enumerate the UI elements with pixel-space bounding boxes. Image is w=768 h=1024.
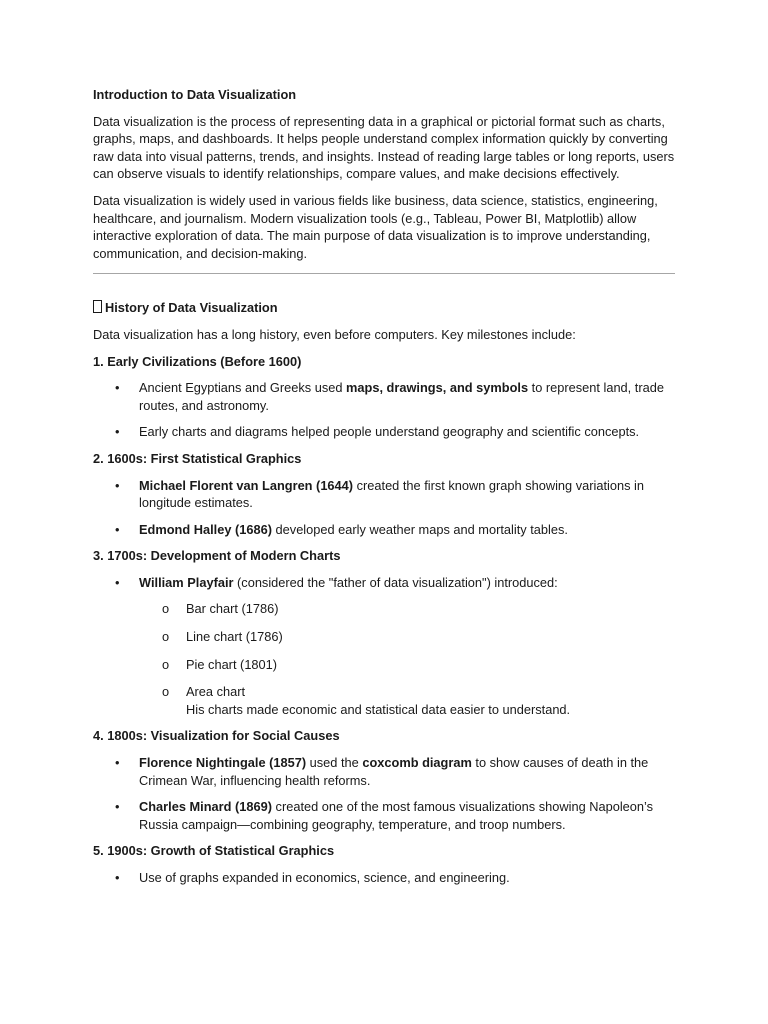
history-title [93,299,675,317]
bullet-icon: • [115,755,120,771]
sub-list-item-text: Pie chart (1801) [186,656,278,672]
list-item [93,798,675,833]
sub-bullet-icon: o [162,601,170,617]
list-item-text: used the [306,755,363,771]
list-item-text: Use of graphs expanded in economics, science, and engineering. [139,870,510,885]
sub-bullet-icon: o [162,656,170,672]
section-1-list [93,379,675,441]
history-title-text: History of Data Visualization [105,300,278,316]
bullet-icon: • [115,870,120,885]
list-item-text: created the first known graph showing variations in longitude estimates. [139,477,644,511]
list-item-bold: maps, drawings, and symbols [346,380,529,396]
chart-types-list [139,600,675,718]
sub-list-item-text: Line chart (1786) [186,629,283,645]
list-item [93,574,675,719]
section-heading-1: 1. Early Civilizations (Before 1600) [93,353,302,369]
sub-bullet-icon: o [162,684,170,700]
list-item-text: Early charts and diagrams helped people understand geography and scientific concepts. [139,424,640,440]
section-5-list [93,869,675,887]
list-item-text: to show causes of death in the Crimean War, influencing health reforms. [139,755,649,788]
section-heading-2: 2. 1600s: First Statistical Graphics [93,450,302,466]
list-item-bold: coxcomb diagram [362,755,472,771]
list-item [93,521,675,539]
playfair-note: His charts made economic and statistical data easier to understand. [186,701,571,717]
sub-list-item [139,628,675,646]
bullet-icon: • [115,799,120,815]
list-item-bold: Michael Florent van Langren (1644) [139,477,354,493]
section-2-list [93,477,675,539]
list-item [93,379,675,414]
list-item-text: created one of the most famous visualizations showing Napoleon’s Russia campaign—combining geography, temperature, and troop numbers. [139,799,654,832]
list-item-bold: Florence Nightingale (1857) [139,755,307,771]
list-item-bold: Edmond Halley (1686) [139,521,272,537]
list-item-text: Ancient Egyptians and Greeks used [139,380,347,396]
history-intro: Data visualization has a long history, even before computers. Key milestones include: [93,326,576,342]
sub-list-item [139,683,675,718]
list-item-bold: William Playfair [139,574,234,590]
sub-list-item-text: Area chart [186,684,246,700]
bullet-icon: • [115,380,120,396]
document-page [93,86,675,896]
intro-title: Introduction to Data Visualization [93,87,297,102]
bullet-icon: • [115,574,120,590]
sub-bullet-icon: o [162,629,170,645]
list-item-text: to represent land, trade routes, and astronomy. [139,380,664,413]
sub-list-item [139,656,675,674]
list-item [93,869,675,887]
section-4-list [93,754,675,833]
list-item-bold: Charles Minard (1869) [139,799,272,815]
bullet-icon: • [115,424,120,440]
section-3-list [93,574,675,719]
missing-glyph-icon [93,300,102,313]
section-heading-5: 5. 1900s: Growth of Statistical Graphics [93,843,335,859]
list-item-text: developed early weather maps and mortality tables. [272,521,568,537]
bullet-icon: • [115,521,120,537]
section-heading-3: 3. 1700s: Development of Modern Charts [93,548,341,564]
list-item [93,754,675,789]
list-item [93,423,675,441]
intro-paragraph-2: Data visualization is widely used in various fields like business, data science, statistics, engineering, healthcare, and journalism. Modern visualization tools (e.g., Tableau, Power BI, Matplotlib) allow interactive exploration of data. The main purpose of data visualization is to improve understanding, communication, and decision-making. [93,192,658,261]
list-item-text: (considered the "father of data visualization") introduced: [233,574,558,590]
sub-list-item-text: Bar chart (1786) [186,601,279,617]
bullet-icon: • [115,477,120,493]
intro-paragraph-1: Data visualization is the process of representing data in a graphical or pictorial format such as charts, graphs, maps, and dashboards. It helps people understand complex information quickly by converting raw data into visual patterns, trends, and insights. Instead of reading large tables or long reports, users can observe visuals to identify relationships, compare values, and make decisions effectively. [93,113,675,182]
list-item [93,477,675,512]
sub-list-item [139,600,675,618]
horizontal-divider [93,273,675,274]
section-heading-4: 4. 1800s: Visualization for Social Causes [93,728,340,744]
